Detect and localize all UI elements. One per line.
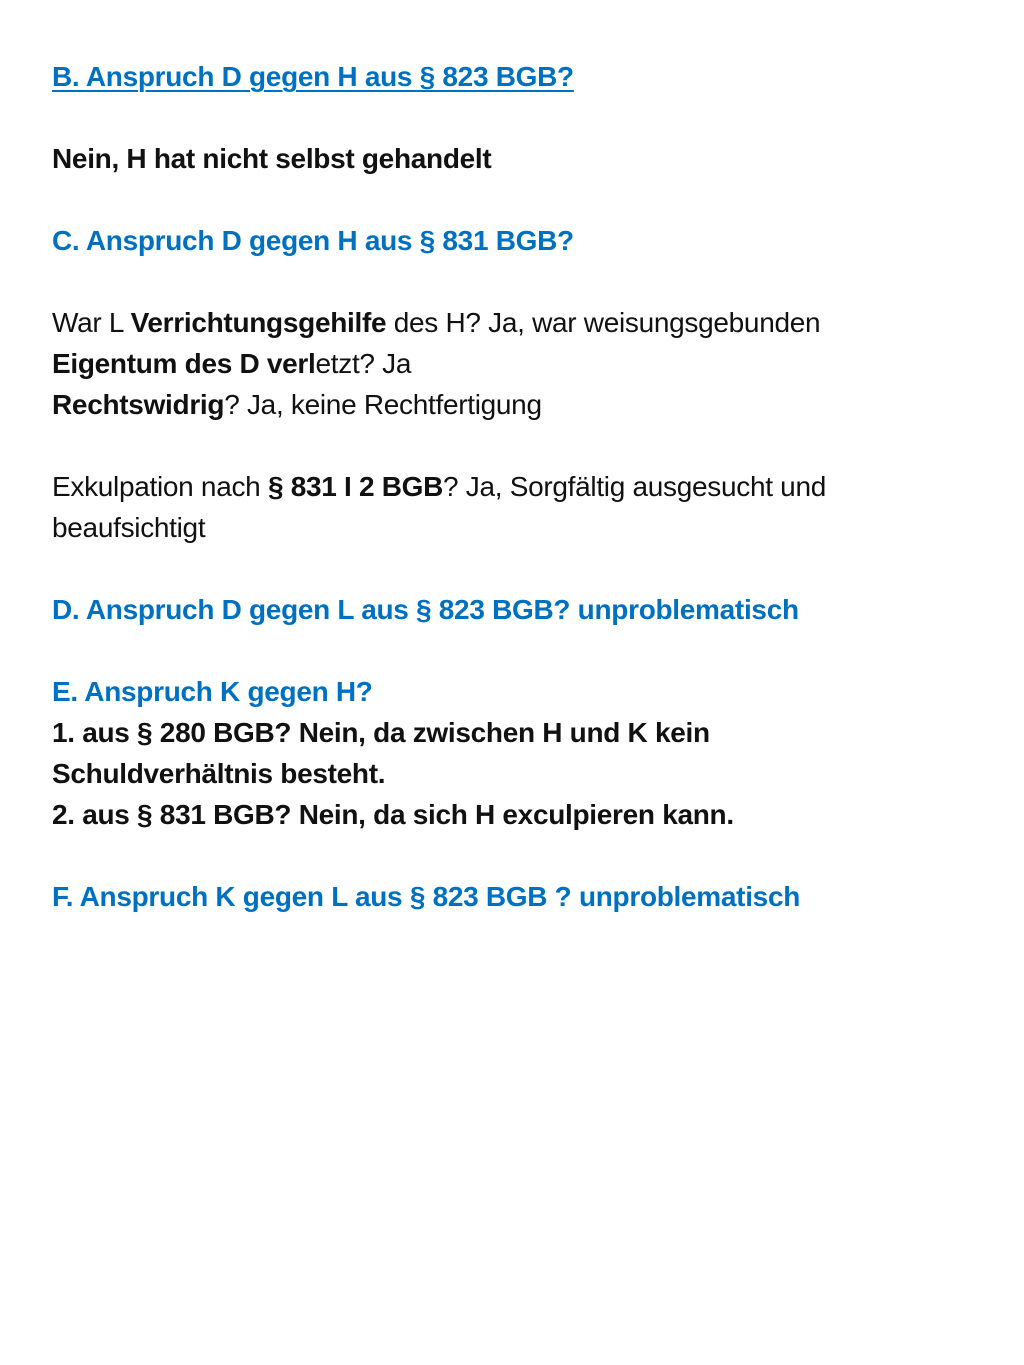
spacer [52, 97, 992, 138]
spacer [52, 425, 992, 466]
heading-e: E. Anspruch K gegen H? [52, 676, 373, 707]
c-line1-part1: War L [52, 307, 131, 338]
e-item1-line2: Schuldverhältnis besteht. [52, 758, 386, 789]
c-line-exkulpation [52, 466, 992, 507]
e-item1-line1: 1. aus § 280 BGB? Nein, da zwischen H und K kein [52, 717, 710, 748]
spacer [52, 261, 992, 302]
spacer [52, 630, 992, 671]
spacer [52, 548, 992, 589]
c-line1-part2: Verrichtungsgehilfe [130, 307, 387, 338]
c-line-rechtswidrig [52, 384, 992, 425]
heading-b: B. Anspruch D gegen H aus § 823 BGB? [52, 61, 574, 92]
c-line2-part2: etzt? Ja [315, 348, 412, 379]
c-line4-part2: § 831 I 2 BGB [267, 471, 444, 502]
heading-f: F. Anspruch K gegen L aus § 823 BGB ? unproblematisch [52, 881, 801, 912]
c-line2-part1: Eigentum des D verl [52, 348, 316, 379]
c-line1-part3: des H? Ja, war weisungsgebunden [386, 307, 821, 338]
e-item2: 2. aus § 831 BGB? Nein, da sich H exculpieren kann. [52, 799, 734, 830]
c-line4-part1: Exkulpation nach [52, 471, 268, 502]
spacer [52, 835, 992, 876]
c-line-verrichtungsgehilfe [52, 302, 992, 343]
spacer [52, 179, 992, 220]
heading-c: C. Anspruch D gegen H aus § 831 BGB? [52, 225, 574, 256]
c-line3-part2: ? Ja, keine Rechtfertigung [224, 389, 542, 420]
answer-b: Nein, H hat nicht selbst gehandelt [52, 143, 492, 174]
heading-d: D. Anspruch D gegen L aus § 823 BGB? unproblematisch [52, 594, 799, 625]
c-line-beaufsichtigt: beaufsichtigt [52, 512, 206, 543]
c-line3-part1: Rechtswidrig [52, 389, 225, 420]
document-body [52, 56, 992, 917]
c-line4-part3: ? Ja, Sorgfältig ausgesucht und [443, 471, 826, 502]
c-line-eigentum [52, 343, 992, 384]
